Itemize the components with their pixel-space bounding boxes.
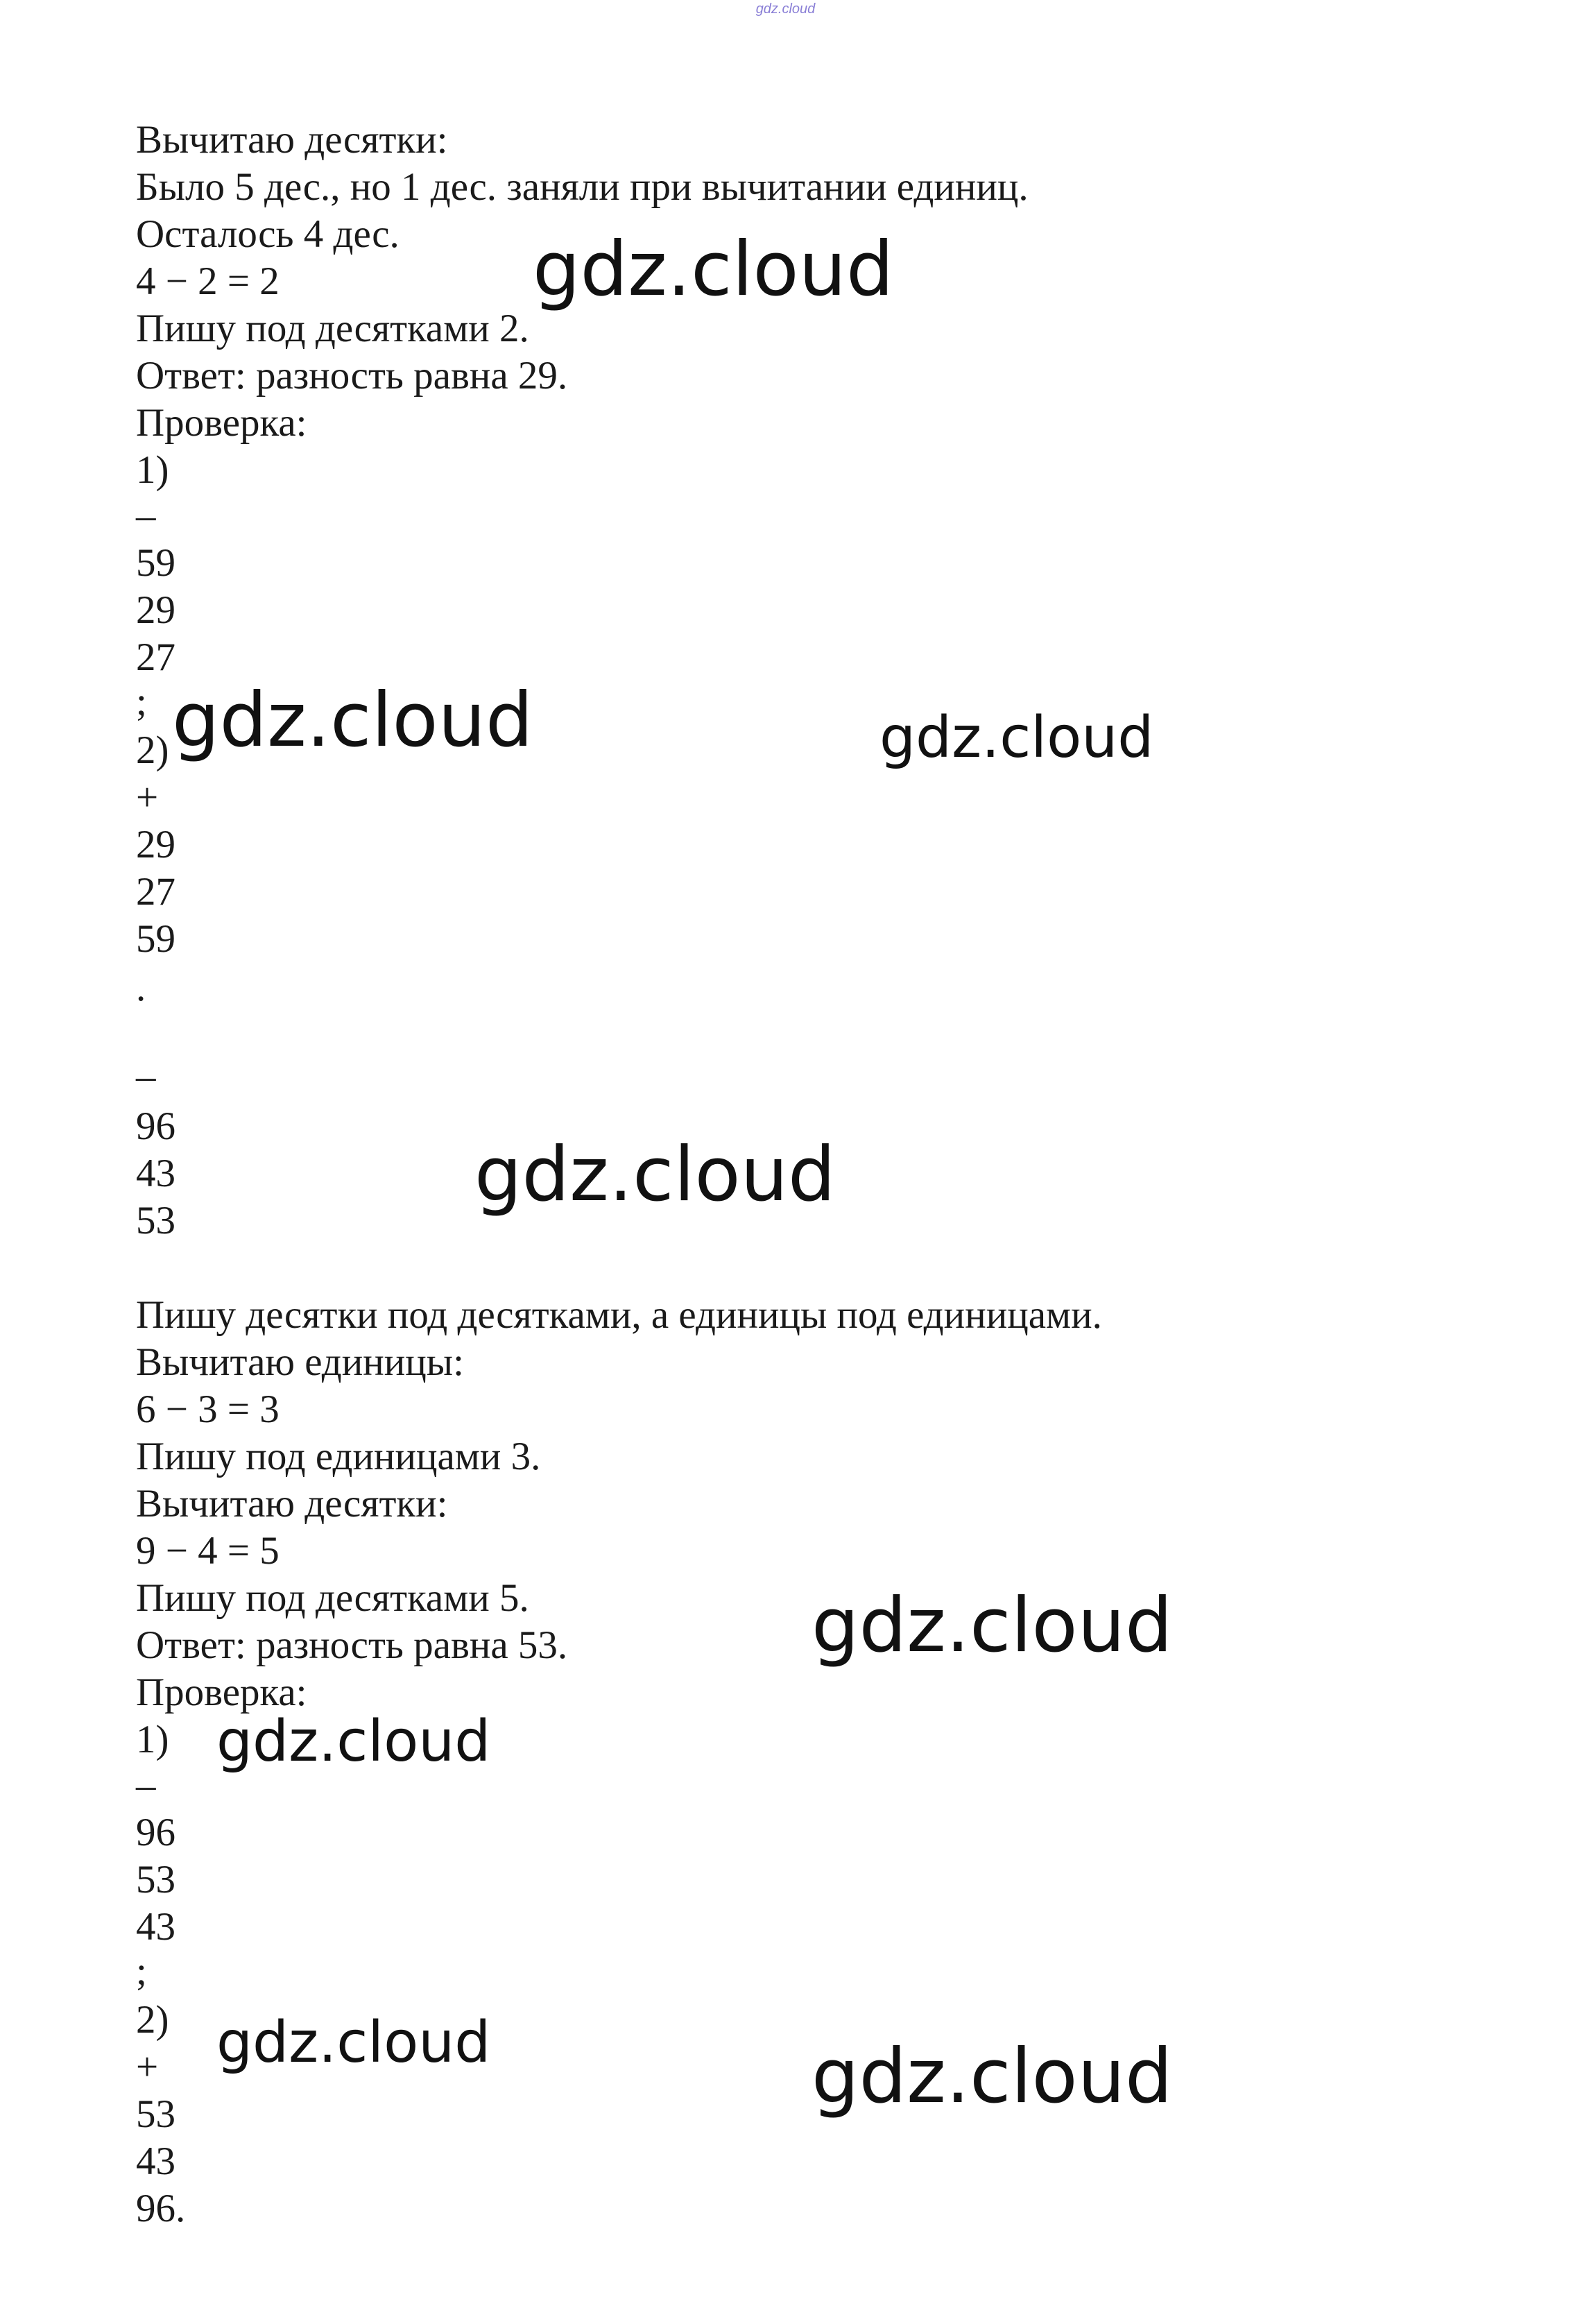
text-line: 9 − 4 = 5 [136, 1529, 280, 1573]
text-line: 1) [136, 1718, 169, 1761]
text-line: 1) [136, 448, 169, 492]
watermark: gdz.cloud [812, 2033, 1173, 2120]
text-line: 4 − 2 = 2 [136, 259, 280, 303]
text-line: Вычитаю единицы: [136, 1340, 464, 1384]
text-line: Пишу десятки под десятками, а единицы под единицами. [136, 1293, 1102, 1337]
text-line: 29 [136, 588, 175, 632]
text-line: 27 [136, 870, 175, 914]
text-line: 2) [136, 728, 169, 772]
text-line: Проверка: [136, 401, 307, 445]
text-line: – [136, 1054, 156, 1098]
watermark: gdz.cloud [216, 2010, 491, 2076]
text-line: 53 [136, 2092, 175, 2136]
text-line: 96 [136, 1104, 175, 1148]
text-line: 6 − 3 = 3 [136, 1387, 280, 1431]
text-line: Пишу под десятками 2. [136, 307, 529, 350]
watermark: gdz.cloud [812, 1582, 1173, 1669]
text-line: 43 [136, 1905, 175, 1949]
text-line: – [136, 1763, 156, 1807]
text-line: 59 [136, 541, 175, 585]
text-line: + [136, 776, 159, 819]
text-line: 43 [136, 2139, 175, 2183]
text-line: Осталось 4 дес. [136, 212, 400, 256]
text-line: 59 [136, 917, 175, 961]
header-watermark: gdz.cloud [755, 1, 816, 17]
text-line: – [136, 494, 156, 538]
text-line: 53 [136, 1858, 175, 1902]
text-line: 53 [136, 1199, 175, 1242]
text-line: 29 [136, 823, 175, 866]
text-line: 2) [136, 1998, 169, 2042]
text-line: . [136, 966, 146, 1009]
text-line: 96. [136, 2187, 186, 2230]
text-line: Проверка: [136, 1671, 307, 1714]
text-line: ; [136, 1949, 147, 1993]
text-line: Ответ: разность равна 53. [136, 1623, 568, 1667]
watermark: gdz.cloud [879, 705, 1154, 771]
watermark: gdz.cloud [172, 677, 533, 764]
text-line: 96 [136, 1811, 175, 1854]
watermark: gdz.cloud [474, 1131, 836, 1218]
text-line: Ответ: разность равна 29. [136, 354, 568, 398]
watermark: gdz.cloud [533, 226, 894, 313]
text-line: Вычитаю десятки: [136, 1482, 448, 1526]
text-line: + [136, 2045, 159, 2089]
text-line: ; [136, 680, 147, 724]
text-line: 27 [136, 635, 175, 679]
text-line: Было 5 дес., но 1 дес. заняли при вычитании единиц. [136, 165, 1029, 209]
watermark: gdz.cloud [216, 1709, 491, 1775]
text-line: Пишу под единицами 3. [136, 1435, 541, 1478]
text-line: 43 [136, 1152, 175, 1195]
text-line: Вычитаю десятки: [136, 118, 448, 162]
text-line: Пишу под десятками 5. [136, 1576, 529, 1620]
